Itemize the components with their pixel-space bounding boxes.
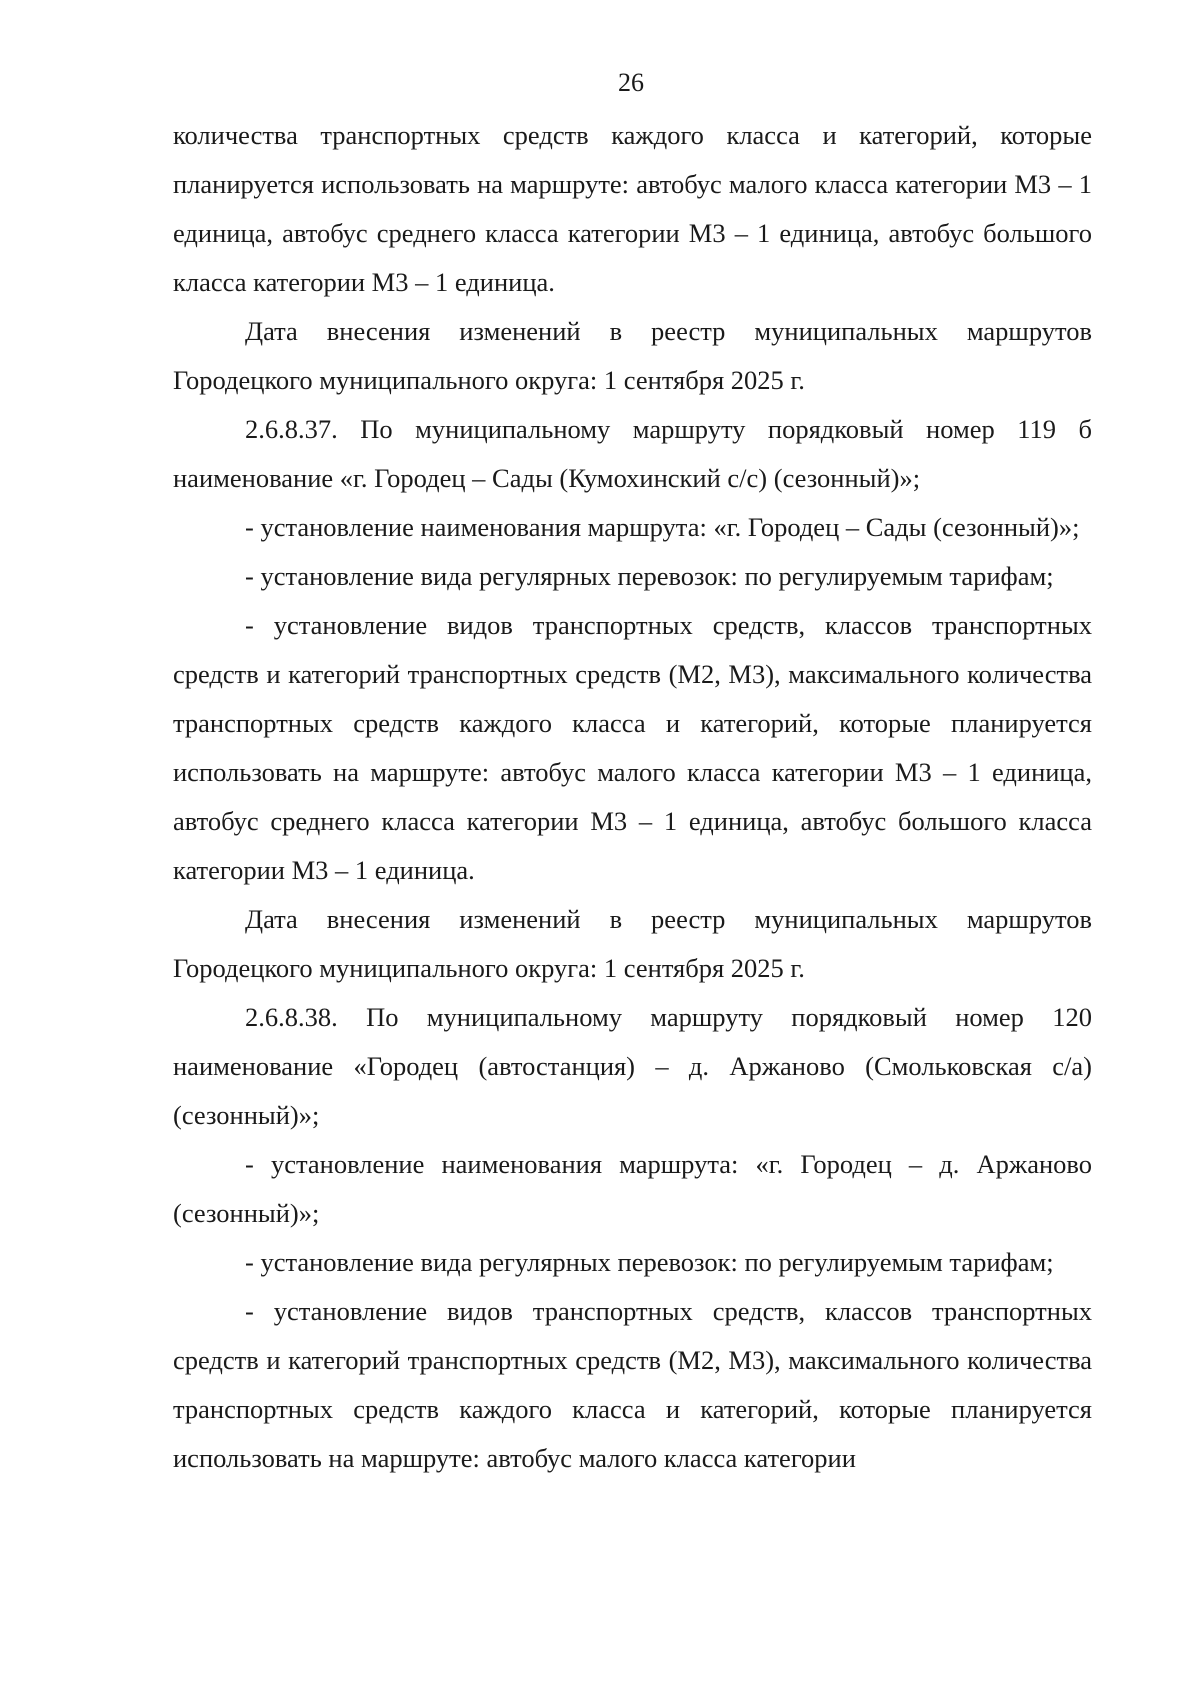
paragraph-item-2-6-8-38: 2.6.8.38. По муниципальному маршруту порядковый номер 120 наименование «Городец (автостанция) – д. Аржаново (Смольковская с/а) (сезонный)»; — [173, 1002, 1092, 1130]
paragraph-registry-date-2: Дата внесения изменений в реестр муниципальных маршрутов Городецкого муниципального округа: 1 сентября 2025 г. — [173, 904, 1092, 983]
paragraph-vehicle-classes-2: - установление видов транспортных средств, классов транспортных средств и категорий транспортных средств (М2, М3), максимального количества транспортных средств каждого класса и категорий, которые планируется использовать на маршруте: автобус малого класса категории — [173, 1296, 1092, 1473]
document-body — [173, 111, 1092, 1483]
paragraph-continuation: количества транспортных средств каждого класса и категорий, которые планируется использовать на маршруте: автобус малого класса категории М3 – 1 единица, автобус среднего класса категории М3 – 1 единица, автобус большого класса категории М3 – 1 единица. — [173, 120, 1092, 297]
paragraph-route-name-1: - установление наименования маршрута: «г. Городец – Сады (сезонный)»; — [245, 512, 1080, 542]
page-number: 26 — [618, 68, 644, 97]
paragraph-item-2-6-8-37: 2.6.8.37. По муниципальному маршруту порядковый номер 119 б наименование «г. Городец – Сады (Кумохинский с/с) (сезонный)»; — [173, 414, 1092, 493]
paragraph-transport-type-2: - установление вида регулярных перевозок: по регулируемым тарифам; — [245, 1247, 1054, 1277]
paragraph-vehicle-classes-1: - установление видов транспортных средств, классов транспортных средств и категорий транспортных средств (М2, М3), максимального количества транспортных средств каждого класса и категорий, которые планируется использовать на маршруте: автобус малого класса категории М3 – 1 единица, автобус среднего класса категории М3 – 1 единица, автобус большого класса категории М3 – 1 единица. — [173, 610, 1092, 885]
paragraph-transport-type-1: - установление вида регулярных перевозок: по регулируемым тарифам; — [245, 561, 1054, 591]
paragraph-registry-date-1: Дата внесения изменений в реестр муниципальных маршрутов Городецкого муниципального округа: 1 сентября 2025 г. — [173, 316, 1092, 395]
paragraph-route-name-2: - установление наименования маршрута: «г. Городец – д. Аржаново (сезонный)»; — [173, 1149, 1092, 1228]
